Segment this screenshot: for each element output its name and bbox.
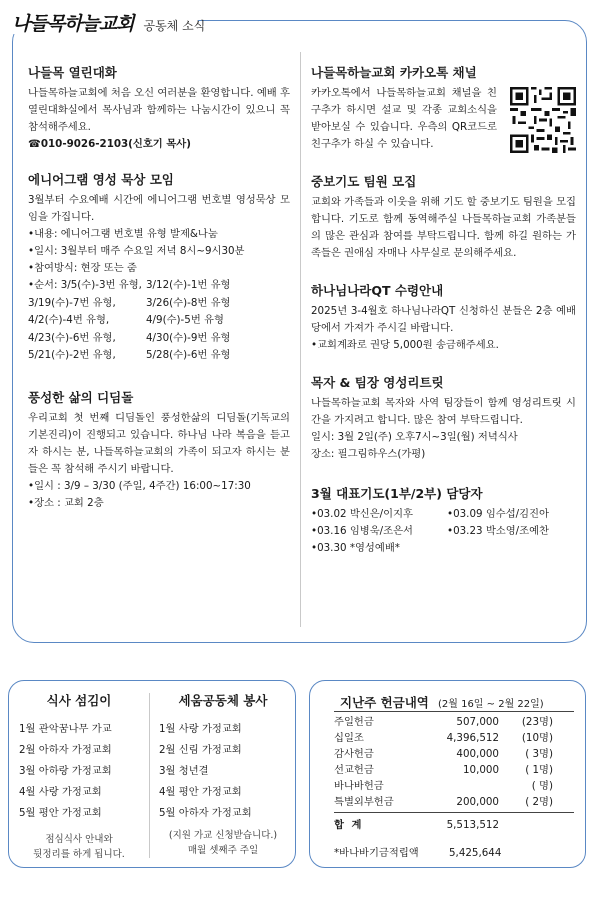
offering-label: 감사헌금 <box>334 748 374 760</box>
meal-server-item: 5월 평안 가정교회 <box>19 807 102 819</box>
schedule-row <box>28 330 290 348</box>
prayer-leader-item: •03.30 *영성예배* <box>311 542 400 554</box>
offering-label: 십일조 <box>334 732 364 744</box>
offering-header <box>340 692 544 711</box>
community-service <box>159 691 287 858</box>
schedule-cell: 4/30(수)-9번 유형 <box>146 331 231 344</box>
column-divider <box>300 52 301 627</box>
barnabas-fund-amount: 5,425,644 <box>449 847 502 859</box>
offering-panel <box>309 680 586 868</box>
schedule-row <box>28 312 290 330</box>
schedule-cell: 4/9(수)-5번 유형 <box>146 314 224 326</box>
schedule-cell: 3/26(수)-8번 유형 <box>146 296 231 309</box>
schedule-cell: 4/23(수)-6번 유형, <box>28 331 116 344</box>
schedule-cell: 4/2(수)-4번 유형, <box>28 314 110 326</box>
prayer-leader-item: •03.02 박신은/이지후 <box>311 508 413 520</box>
meal-server-item: 1월 관악꿈나무 가교 <box>19 723 112 735</box>
retreat-notice <box>311 374 576 463</box>
kakao-notice <box>311 64 576 153</box>
offering-title-rule <box>334 711 574 712</box>
section-title: 공동체 소식 <box>143 19 206 33</box>
offering-row <box>334 794 579 810</box>
qt-title: 하나님나라QT 수령안내 <box>311 283 444 298</box>
enneagram-body: 3월부터 수요예배 시간에 에니어그램 번호별 영성묵상 모임을 가집니다. <box>28 194 290 223</box>
schedule-row <box>28 277 290 295</box>
offering-count: (10명) <box>521 732 553 744</box>
open-talk-phone: ☎010-9026-2103(신호기 목사) <box>28 138 191 150</box>
retreat-date: 일시: 3월 2일(주) 오후7시~3일(월) 저녁식사 <box>311 431 518 443</box>
offering-period: (2월 16일 ~ 2월 22일) <box>437 699 544 710</box>
offering-count: ( 명) <box>531 780 553 792</box>
schedule-cell: 5/21(수)-2번 유형, <box>28 349 116 361</box>
offering-label: 선교헌금 <box>334 764 374 776</box>
offering-amount: 400,000 <box>456 748 499 760</box>
offering-count: ( 2명) <box>525 796 553 808</box>
offering-amount: 4,396,512 <box>446 732 499 744</box>
offering-amount <box>419 778 499 794</box>
enneagram-item: •내용: 에니어그램 번호별 유형 발제&나눔 <box>28 228 218 240</box>
community-service-item: 3월 청년결 <box>159 765 209 777</box>
stepping-stone-title: 풍성한 삶의 디딤돌 <box>28 389 134 405</box>
left-column <box>28 64 290 526</box>
offering-label: 특별외부헌금 <box>334 796 394 808</box>
meal-servers-title: 식사 섬김이 <box>46 693 112 708</box>
enneagram-schedule <box>28 277 290 365</box>
enneagram-item: •일시: 3월부터 매주 수요일 저녁 8시~9시30분 <box>28 245 245 257</box>
open-talk-notice <box>28 64 290 153</box>
prayer-leaders-title: 3월 대표기도(1부/2부) 담당자 <box>311 486 483 501</box>
offering-label: 바나바헌금 <box>334 780 384 792</box>
meal-server-item: 4월 사랑 가정교회 <box>19 786 102 798</box>
community-service-item: 4월 평안 가정교회 <box>159 786 242 798</box>
open-talk-title: 나들목 열린대화 <box>28 65 117 80</box>
offering-row <box>334 730 579 746</box>
meal-servers-note <box>19 832 139 862</box>
page-header <box>12 8 205 36</box>
note-line: 점심식사 안내와 <box>45 834 113 845</box>
community-service-item: 2월 신림 가정교회 <box>159 744 242 756</box>
schedule-cell: 5/28(수)-6번 유형 <box>146 349 231 361</box>
schedule-row <box>28 347 290 365</box>
offering-row <box>334 778 579 794</box>
right-column <box>311 64 576 571</box>
prayer-leader-item: •03.16 임병욱/조은서 <box>311 525 413 537</box>
qt-body: 2025년 3-4월호 하나님나라QT 신청하신 분들은 2층 예배당에서 가져가 주시길 바랍니다. <box>311 305 576 334</box>
prayer-leader-item: •03.09 임수섭/김진아 <box>447 508 549 520</box>
intercessor-body: 교회와 가족들과 이웃을 위해 기도 할 중보기도 팀원을 모집합니다. 기도로 함께 동역해주실 나들목하늘교회 가족분들의 많은 관심과 참여를 부탁드립니다. 함께 하길 원하는 가족들은 권애심 자매나 사무실로 문의해주세요. <box>311 196 576 259</box>
community-service-title: 세움공동체 봉사 <box>178 693 268 708</box>
offering-total-label: 합 계 <box>334 819 364 831</box>
schedule-cell: •순서: 3/5(수)-3번 유형, <box>28 279 142 291</box>
kakao-body: 카카오톡에서 나들목하늘교회 채널을 친구추가 하시면 설교 및 각종 교회소식을 받아보실 수 있습니다. 우측의 QR코드로 친구추가 하실 수 있습니다. <box>311 87 497 150</box>
offering-row <box>334 746 579 762</box>
enneagram-notice <box>28 171 290 365</box>
kakao-content <box>311 85 576 153</box>
note-line: 뒷정리를 하게 됩니다. <box>33 849 125 860</box>
open-talk-body: 나들목하늘교회에 처음 오신 여러분을 환영합니다. 예배 후 열린대화실에서 목사님과 함께하는 나눔시간이 있으니 꼭 참석해주세요. <box>28 87 290 133</box>
qt-notice <box>311 282 576 354</box>
community-service-item: 5월 아하자 가정교회 <box>159 807 252 819</box>
qr-code-icon[interactable] <box>510 87 576 153</box>
prayer-leaders-notice <box>311 485 576 557</box>
offering-count: ( 3명) <box>525 748 553 760</box>
prayer-leaders-list <box>311 506 576 557</box>
stepping-stone-list <box>28 478 290 512</box>
panel-divider <box>149 693 150 858</box>
offering-amount: 200,000 <box>456 796 499 808</box>
schedule-cell: 3/12(수)-1번 유형 <box>146 279 231 291</box>
service-rotation-panel <box>8 680 296 868</box>
prayer-leader-item: •03.23 박소영/조예찬 <box>447 525 549 537</box>
barnabas-fund-label: *바나바기금적립액 <box>334 847 419 859</box>
kakao-title: 나들목하늘교회 카카오톡 채널 <box>311 65 477 80</box>
offering-title: 지난주 헌금내역 <box>340 695 429 710</box>
offering-total-row <box>334 816 579 834</box>
community-service-item: 1월 사랑 가정교회 <box>159 723 242 735</box>
meal-servers-list <box>19 719 139 824</box>
intercessor-title: 중보기도 팀원 모집 <box>311 174 417 189</box>
offering-total-amount: 5,513,512 <box>446 819 499 831</box>
church-logo: 나들목하늘교회 <box>12 13 134 35</box>
schedule-cell: 3/19(수)-7번 유형, <box>28 296 116 309</box>
offering-count: ( 1명) <box>525 764 553 776</box>
schedule-row <box>28 295 290 313</box>
offering-table <box>334 714 579 862</box>
enneagram-list <box>28 226 290 277</box>
community-service-note <box>159 828 287 858</box>
offering-total-rule <box>334 812 574 813</box>
enneagram-item: •참여방식: 현장 또는 줌 <box>28 262 137 274</box>
stepping-stone-notice <box>28 389 290 512</box>
community-service-list <box>159 719 287 824</box>
note-line: 매월 셋째주 주일 <box>187 845 259 856</box>
offering-amount: 10,000 <box>462 764 499 776</box>
enneagram-title: 에니어그램 영성 묵상 모임 <box>28 172 174 187</box>
meal-server-item: 3월 아하랑 가정교회 <box>19 765 112 777</box>
stepping-stone-item: •장소 : 교회 2층 <box>28 496 104 509</box>
stepping-stone-body: 우리교회 첫 번째 디딤돌인 풍성한삶의 디딤돌(기독교의 기본진리)이 진행되고 있습니다. 하나님 나라 복음을 듣고자 하시는 분, 나들목하늘교회의 가족이 되고자 하시는 분들은 꼭 참석해 주시기 바랍니다. <box>28 411 290 475</box>
meal-server-item: 2월 아하자 가정교회 <box>19 744 112 756</box>
retreat-title: 목자 & 팀장 영성리트릿 <box>311 375 444 390</box>
offering-count: (23명) <box>521 716 553 728</box>
qt-item: •교회계좌로 권당 5,000원 송금해주세요. <box>311 339 499 351</box>
note-line: (지원 가교 신청받습니다.) <box>168 830 278 841</box>
offering-row <box>334 714 579 730</box>
offering-label: 주일헌금 <box>334 716 374 728</box>
offering-row <box>334 762 579 778</box>
meal-servers <box>19 691 139 862</box>
retreat-place: 장소: 필그림하우스(가평) <box>311 448 426 460</box>
intercessor-notice <box>311 173 576 262</box>
retreat-body: 나들목하늘교회 목자와 사역 팀장들이 함께 영성리트릿 시간을 가지려고 합니다. 많은 참여 부탁드립니다. <box>311 397 576 426</box>
stepping-stone-item: •일시 : 3/9 – 3/30 (주일, 4주간) 16:00~17:30 <box>28 479 251 492</box>
offering-amount: 507,000 <box>456 716 499 728</box>
barnabas-fund-row <box>334 844 579 862</box>
